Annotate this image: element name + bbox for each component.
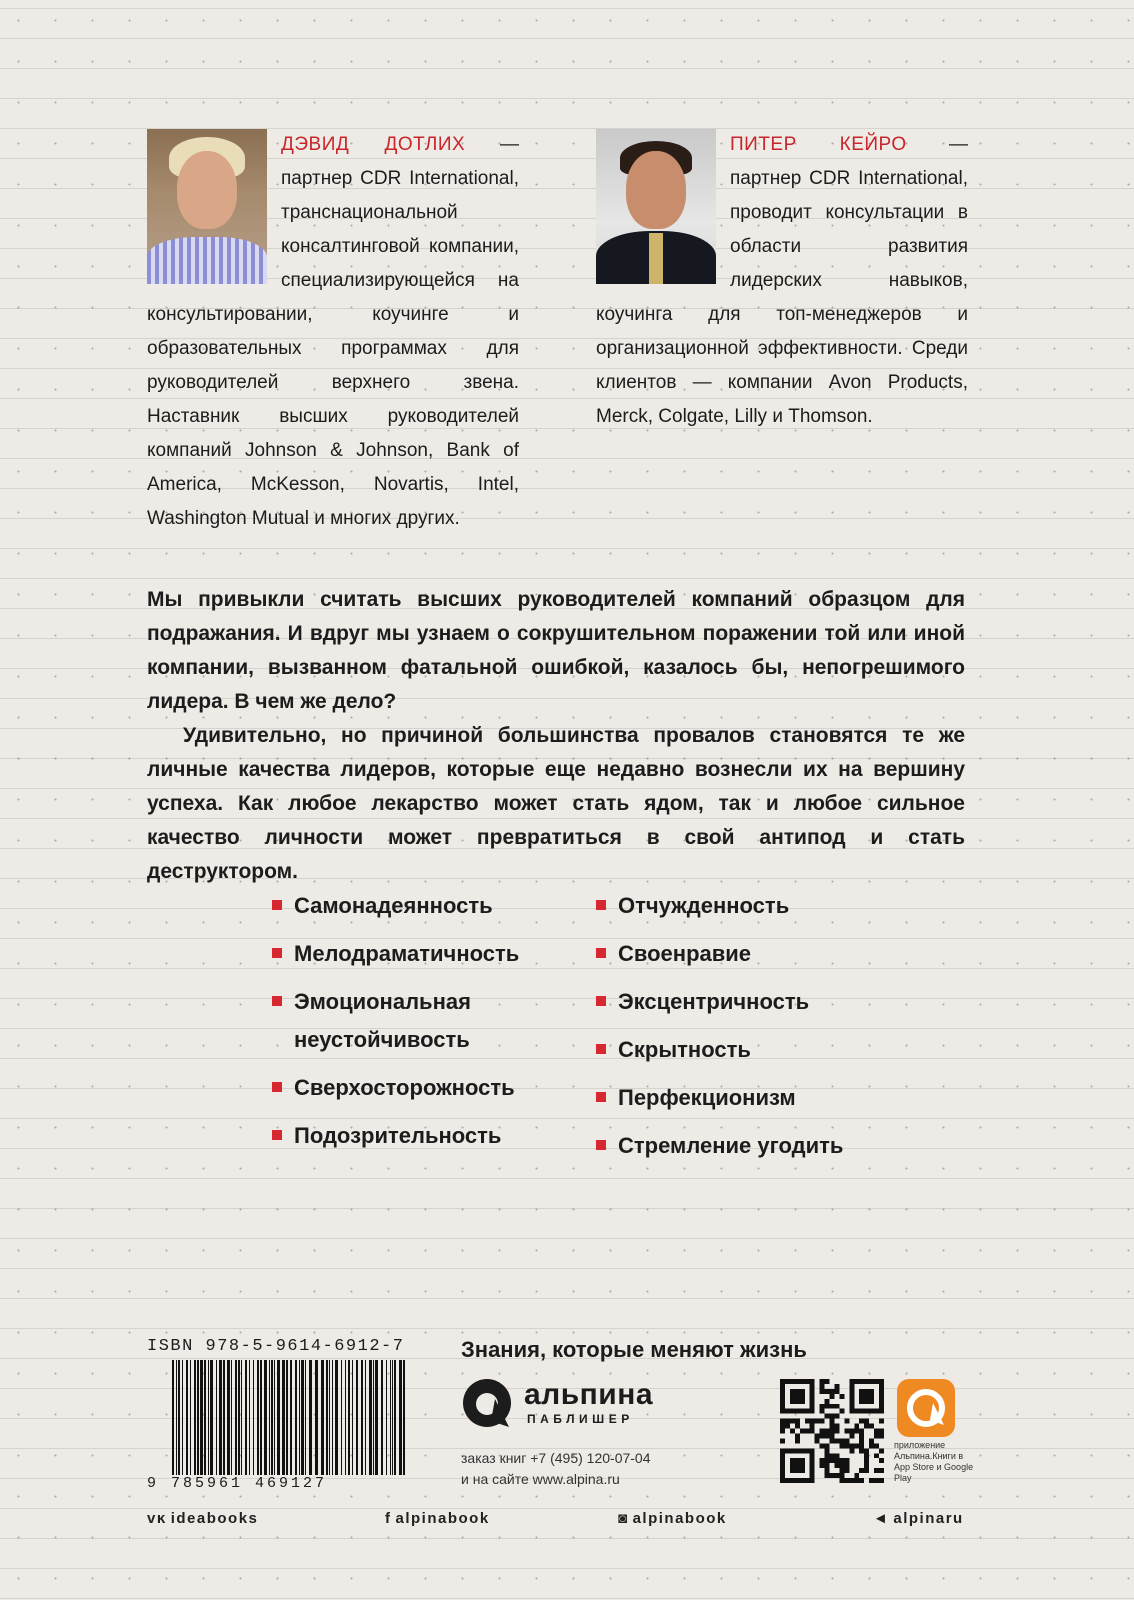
trait-item: Своенравие <box>596 935 956 973</box>
alpina-logo-icon <box>461 1377 513 1429</box>
publisher-name: альпина <box>524 1378 654 1411</box>
qr-code <box>780 1379 884 1483</box>
publisher-subtitle: ПАБЛИШЕР <box>527 1412 634 1426</box>
social-instagram[interactable]: ◙ alpinabook <box>618 1510 727 1527</box>
trait-item: Эксцентричность <box>596 983 956 1021</box>
facebook-icon: f <box>385 1510 392 1527</box>
bullet-square-icon <box>596 996 606 1006</box>
bullet-square-icon <box>272 1130 282 1140</box>
publisher-slogan: Знания, которые меняют жизнь <box>461 1337 807 1362</box>
isbn: ISBN 978-5-9614-6912-7 <box>147 1337 405 1356</box>
website: и на сайте www.alpina.ru <box>461 1471 620 1487</box>
alpina-app-icon <box>897 1379 955 1437</box>
vk-icon: ᴠĸ <box>147 1510 167 1527</box>
app-note: приложение Альпина.Книги в App Store и Google Play <box>894 1440 974 1483</box>
bullet-square-icon <box>596 1140 606 1150</box>
bullet-square-icon <box>272 996 282 1006</box>
author-bio-left <box>147 128 519 536</box>
author-name: ПИТЕР КЕЙРО <box>730 134 907 155</box>
description-paragraph: Удивительно, но причиной большинства провалов становятся те же личные качества лидеров, которые еще недавно вознесли их на вершину успеха. Как любое лекарство может стать ядом, так и любое сильное качество личности может превратиться в свой антипод и стать деструктором. <box>147 724 965 883</box>
trait-item: Самонадеянность <box>272 887 572 925</box>
trait-item: Сверхосторожность <box>272 1069 572 1107</box>
bullet-square-icon <box>596 1092 606 1102</box>
author-photo-dotlich <box>147 129 267 284</box>
bullet-square-icon <box>596 948 606 958</box>
social-facebook[interactable]: f alpinabook <box>385 1510 490 1527</box>
author-bio-text: — партнер CDR International, транснациональной консалтинговой компании, специализирующейся на консультировании, коучинге и образовательных программах для руководителей верхнего звена. Наставник высших руководителей компаний Johnson & Johnson, Bank of America, McKesson, Novartis, Intel, Washington Mutual и многих других. <box>147 134 519 529</box>
trait-item: Скрытность <box>596 1031 956 1069</box>
barcode-number: 9 785961 469127 <box>147 1475 328 1492</box>
bullet-square-icon <box>272 900 282 910</box>
author-bio-text: — партнер CDR International, проводит консультации в области развития лидерских навыков, коучинга для топ-менеджеров и организационной эффективности. Среди клиентов — компании Avon Products, Merck, Colgate, Lilly и Thomson. <box>596 134 968 427</box>
author-photo-cairo <box>596 129 716 284</box>
description-paragraph: Мы привыкли считать высших руководителей компаний образцом для подражания. И вдруг мы узнаем о сокрушительном поражении той или иной компании, вызванном фатальной ошибкой, казалось бы, непогрешимого лидера. В чем же дело? <box>147 588 965 713</box>
barcode <box>172 1360 408 1475</box>
traits-list-right <box>596 887 956 1175</box>
order-phone: заказ книг +7 (495) 120-07-04 <box>461 1450 651 1466</box>
instagram-icon: ◙ <box>618 1510 629 1527</box>
trait-item: Мелодраматичность <box>272 935 572 973</box>
trait-item: Подозрительность <box>272 1117 572 1155</box>
trait-item: Перфекционизм <box>596 1079 956 1117</box>
social-telegram[interactable]: ◄ alpinaru <box>873 1510 964 1527</box>
trait-item: Стремление угодить <box>596 1127 956 1165</box>
bullet-square-icon <box>596 900 606 910</box>
telegram-icon: ◄ <box>873 1510 890 1527</box>
bullet-square-icon <box>272 948 282 958</box>
author-name: ДЭВИД ДОТЛИХ <box>281 134 466 155</box>
trait-item: Эмоциональная неустойчивость <box>272 983 572 1059</box>
book-description <box>147 583 965 889</box>
trait-item: Отчужденность <box>596 887 956 925</box>
bullet-square-icon <box>596 1044 606 1054</box>
author-bio-right <box>596 128 968 434</box>
bullet-square-icon <box>272 1082 282 1092</box>
social-vk[interactable]: ᴠĸ ideabooks <box>147 1510 259 1527</box>
traits-list-left <box>272 887 572 1165</box>
